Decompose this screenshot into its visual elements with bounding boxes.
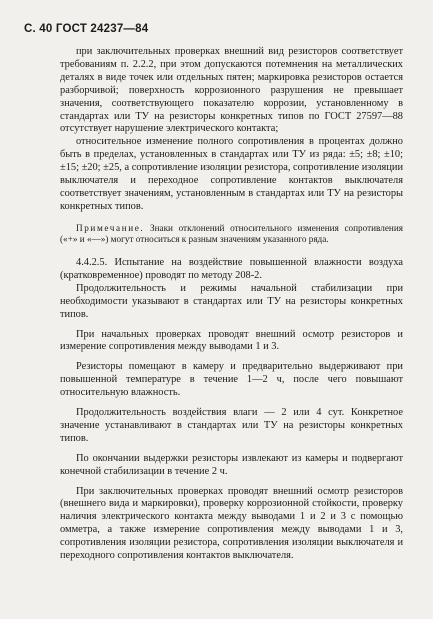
- paragraph-end-exposure: По окончании выдержки резисторы извлекают из камеры и подвергают конечной стабилизации в течение 2 ч.: [60, 452, 403, 477]
- page-header: С. 40 ГОСТ 24237—84: [24, 23, 149, 35]
- paragraph-final-inspection: При заключительных проверках проводят внешний осмотр резисторов (внешнего вида и маркировки), проверку коррозионной стойкости, проверку наличия электрического контакта между выводами 1 и 2 и 3 с помощью омметра, а также измерение сопротивления между выводами 1 и 3, сопротивления изоляции резистора, сопротивления изоляции выключателя и переходного сопротивления контактов выключателя.: [60, 485, 403, 562]
- paragraph-final-checks: при заключительных проверках внешний вид резисторов соответствует требованиям п. 2.2.2, при этом допускаются потемнения на металлических деталях в виде точек или отдельных пятен; маркировка резисторов остается разборчивой; поверхность коррозионного разрушения не превышает значения, соответствующего показателю коррозии, установленному в стандартах или ТУ на резисторы конкретных типов по ГОСТ 27597—88 отсутствует нарушение электрического контакта;: [60, 46, 403, 135]
- document-body: [60, 46, 403, 563]
- note-label: Примечание.: [76, 222, 145, 233]
- paragraph-resistance-change: относительное изменение полного сопротивления в процентах должно быть в пределах, установленных в стандартах или ТУ из ряда: ±5; ±8; ±10; ±15; ±20; ±25, а сопротивление изоляции резистора, сопротивление изоляции выключателя и переходное сопротивление контактов выключателя соответствует значениям, установленным в стандартах или ТУ на резисторы конкретных типов.: [60, 136, 403, 212]
- note: [60, 223, 403, 246]
- paragraph-initial-checks: При начальных проверках проводят внешний осмотр резисторов и измерение сопротивления между выводами 1 и 3.: [60, 328, 403, 353]
- paragraph-stabilization: Продолжительность и режимы начальной стабилизации при необходимости указывают в стандартах или ТУ на резисторы конкретных типов.: [60, 282, 403, 320]
- note-text: Знаки отклонений относительного изменения сопротивления («+» и «—») могут относиться к разным значениям указанного ряда.: [60, 222, 403, 245]
- paragraph-chamber: Резисторы помещают в камеру и предварительно выдерживают при повышенной температуре в течение 1—2 ч, после чего повышают относительную влажность.: [60, 361, 403, 399]
- paragraph-humidity-test: 4.4.2.5. Испытание на воздействие повышенной влажности воздуха (кратковременное) проводят по методу 208-2.: [60, 256, 403, 281]
- paragraph-duration: Продолжительность воздействия влаги — 2 или 4 сут. Конкретное значение устанавливают в стандартах или ТУ на резисторы конкретных типов.: [60, 407, 403, 444]
